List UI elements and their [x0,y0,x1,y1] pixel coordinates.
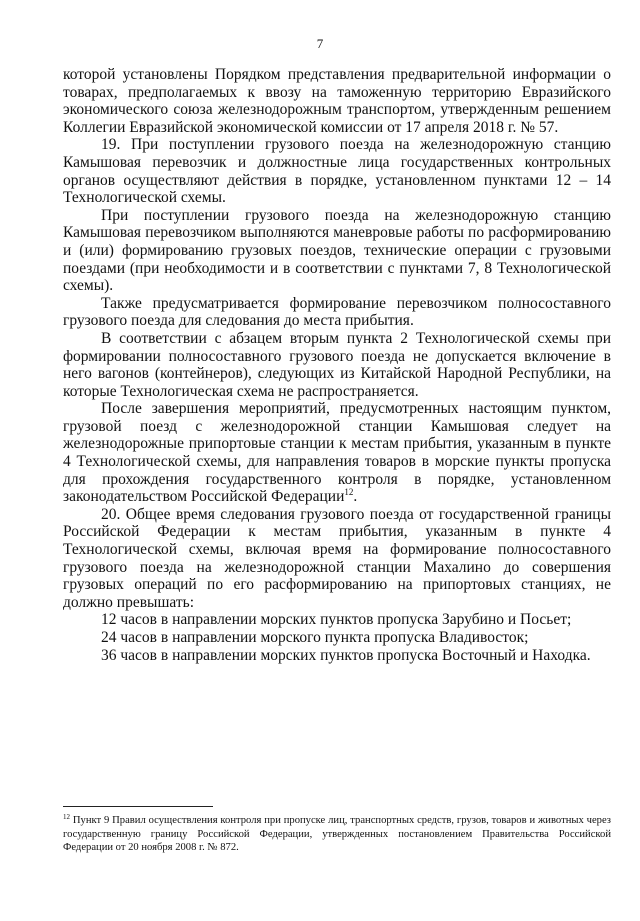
page-number: 7 [316,36,324,51]
paragraph-after-completion-end: . [353,488,358,506]
footnote-divider [63,806,213,807]
paragraph-item-20: 20. Общее время следования грузового поезда от государственной границы Российской Федерации к местам прибытия, указанным в пункте 4 Технологической схемы, включая время на формирование полносоставного грузового поезда на железнодорожной станции Махалино до совершения грузовых операций по его расформированию на припортовых станциях, не должно превышать: [63,505,611,611]
paragraph-after-completion-text: После завершения мероприятий, предусмотренных настоящим пунктом, грузовой поезд с железнодорожной станции Камышовая следует на железнодорожные припортовые станции к местам прибытия, указанным в пункте 4 Технологической схемы, для направления товаров в морские пункты пропуска для прохождения государственного контроля в порядке, установленном законодательством Российской Федерации [63,400,611,506]
footnote-marker: 12 [63,813,70,821]
paragraph-after-completion [63,400,611,506]
footnote-reference[interactable]: 12 [344,487,354,498]
list-item-24-hours: 24 часов в направлении морского пункта пропуска Владивосток; [101,629,529,646]
body-text [63,66,611,664]
paragraph-item-19: 19. При поступлении грузового поезда на железнодорожную станцию Камышовая перевозчик и должностные лица государственных контрольных органов осуществляют действия в порядке, установленном пунктами 12 – 14 Технологической схемы. [63,136,611,207]
footnote [63,814,611,855]
paragraph-shunting-works: При поступлении грузового поезда на железнодорожную станцию Камышовая перевозчиком выполняются маневровые работы по расформированию и (или) формированию грузовых поездов, технические операции с грузовыми поездами (при необходимости и в соответствии с пунктами 7, 8 Технологической схемы). [63,206,611,295]
list-item-12-hours: 12 часов в направлении морских пунктов пропуска Зарубино и Посьет; [101,611,572,629]
footnote-text: Пункт 9 Правил осуществления контроля при пропуске лиц, транспортных средств, грузов, товаров и животных через государственную границу Российской Федерации, утвержденных постановлением Правительства Российской Федерации от 20 ноября 2008 г. № 872. [63,815,611,854]
paragraph-exclusion-rule: В соответствии с абзацем вторым пункта 2 Технологической схемы при формировании полносоставного грузового поезда не допускается включение в него вагонов (контейнеров), следующих из Китайской Народной Республики, на которые Технологическая схема не распространяется. [63,329,611,400]
paragraph-full-train-formation: Также предусматривается формирование перевозчиком полносоставного грузового поезда для следования до места прибытия. [63,294,611,330]
list-item-36-hours: 36 часов в направлении морских пунктов пропуска Восточный и Находка. [101,646,591,664]
paragraph-continuation: которой установлены Порядком представления предварительной информации о товарах, предполагаемых к ввозу на таможенную территорию Евразийского экономического союза железнодорожным транспортом, утвержденным решением Коллегии Евразийской экономической комиссии от 17 апреля 2018 г. № 57. [63,66,611,136]
